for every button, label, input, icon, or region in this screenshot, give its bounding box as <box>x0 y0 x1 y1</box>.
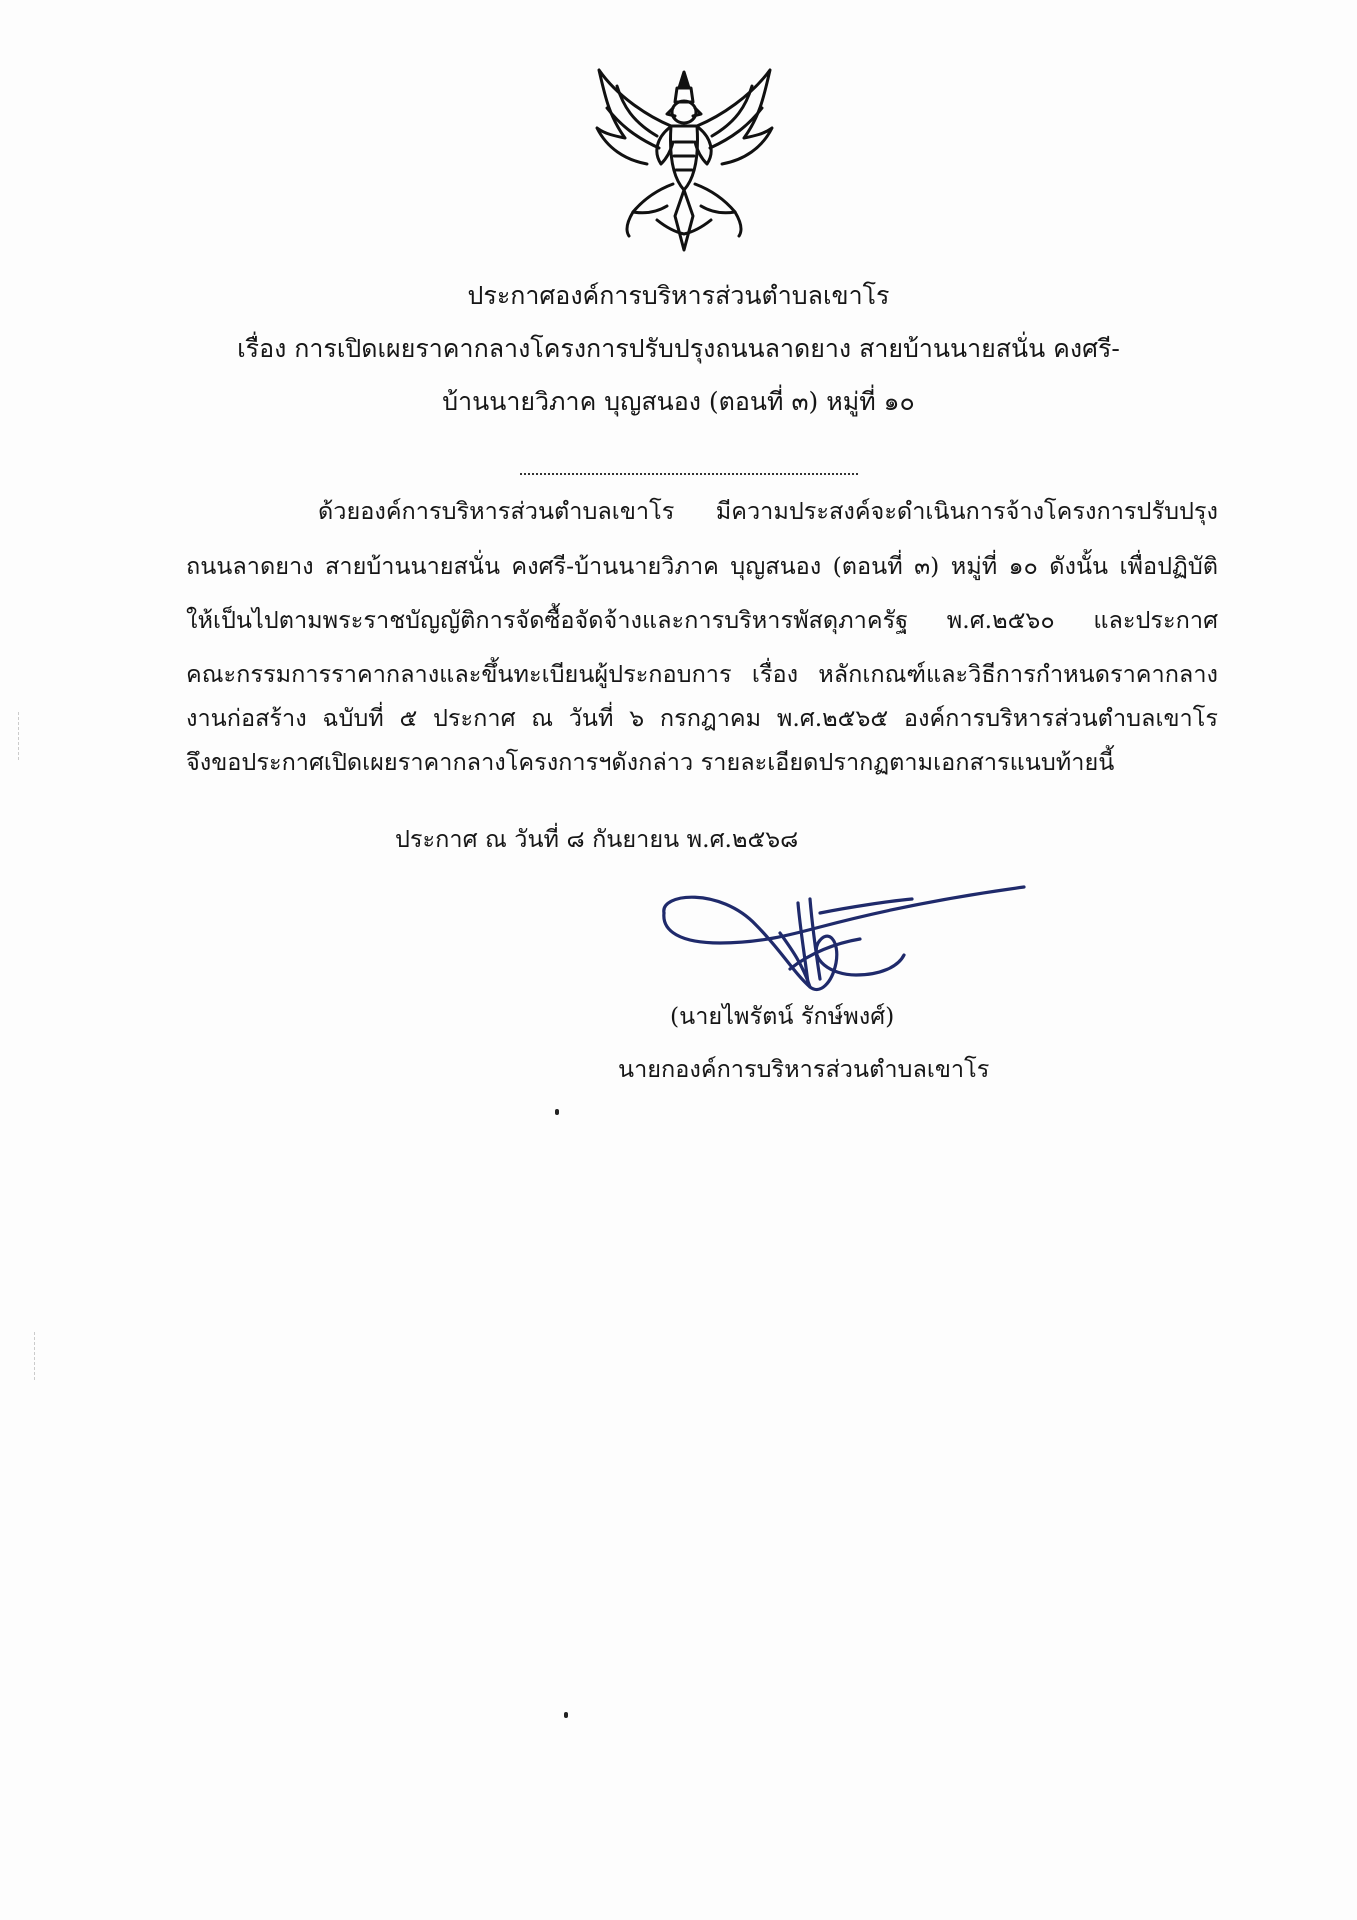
body-paragraph-line: จึงขอประกาศเปิดเผยราคากลางโครงการฯดังกล่าว รายละเอียดปรากฏตามเอกสารแนบท้ายนี้ <box>186 748 1115 776</box>
announcement-org-heading: ประกาศองค์การบริหารส่วนตำบลเขาโร <box>467 281 890 310</box>
dotted-divider <box>520 451 858 475</box>
garuda-emblem-icon <box>587 66 782 254</box>
signature-icon <box>660 883 1030 1008</box>
scan-edge-mark <box>34 1332 45 1380</box>
body-paragraph-line: งานก่อสร้าง ฉบับที่ ๕ ประกาศ ณ วันที่ ๖ กรกฎาคม พ.ศ.๒๕๖๕ องค์การบริหารส่วนตำบลเขาโร <box>186 704 1218 732</box>
scan-edge-mark <box>18 712 29 760</box>
announcement-date: ประกาศ ณ วันที่ ๘ กันยายน พ.ศ.๒๕๖๘ <box>395 825 799 853</box>
body-paragraph-line: คณะกรรมการราคากลางและขึ้นทะเบียนผู้ประกอบการ เรื่อง หลักเกณฑ์และวิธีการกำหนดราคากลาง <box>186 660 1218 688</box>
signer-name: (นายไพรัตน์ รักษ์พงศ์) <box>670 1002 895 1030</box>
body-paragraph-line: ถนนลาดยาง สายบ้านนายสนั่น คงศรี-บ้านนายวิภาค บุญสนอง (ตอนที่ ๓) หมู่ที่ ๑๐ ดังนั้น เพื่อปฏิบัติ <box>186 552 1218 580</box>
body-paragraph-line: ด้วยองค์การบริหารส่วนตำบลเขาโร มีความประสงค์จะดำเนินการจ้างโครงการปรับปรุง <box>318 497 1218 525</box>
scan-speck <box>564 1712 568 1718</box>
scan-speck <box>555 1109 559 1115</box>
signer-title: นายกองค์การบริหารส่วนตำบลเขาโร <box>618 1055 990 1083</box>
body-paragraph-line: ให้เป็นไปตามพระราชบัญญัติการจัดซื้อจัดจ้างและการบริหารพัสดุภาครัฐ พ.ศ.๒๕๖๐ และประกาศ <box>186 606 1218 634</box>
subject-line-1: เรื่อง การเปิดเผยราคากลางโครงการปรับปรุงถนนลาดยาง สายบ้านนายสนั่น คงศรี- <box>237 334 1120 363</box>
subject-line-2: บ้านนายวิภาค บุญสนอง (ตอนที่ ๓) หมู่ที่ ๑๐ <box>442 387 915 416</box>
